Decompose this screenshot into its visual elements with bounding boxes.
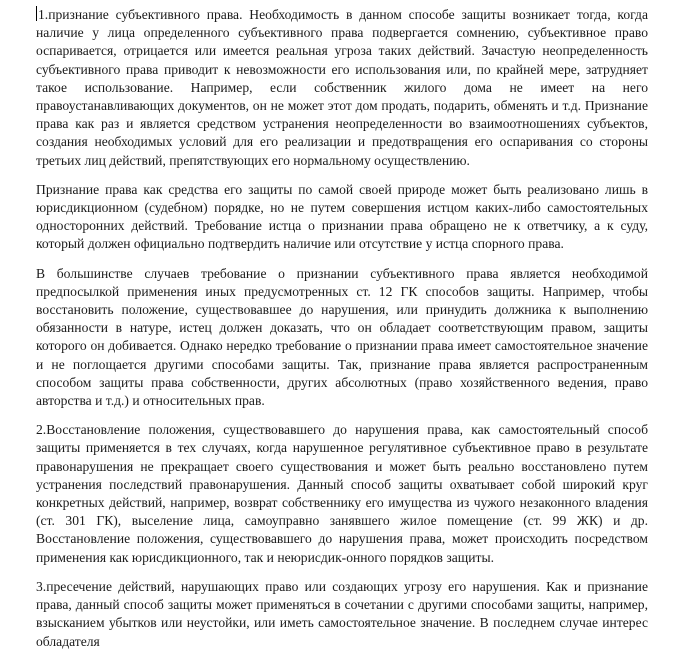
document-body[interactable] <box>36 6 648 662</box>
paragraph-4: 2.Восстановление положения, существовавшего до нарушения права, как самостоятельный способ защиты применяется в тех случаях, когда нарушенное регулятивное субъективное право в результате правонарушения не прекращает своего существования и может быть реально восстановлено путем устранения последствий правонарушения. Данный способ защиты охватывает собой широкий круг конкретных действий, например, возврат собственнику его имущества из чужого незаконного владения (ст. 301 ГК), выселение лица, самоуправно занявшего жилое помещение (ст. 99 ЖК) и др. Восстановление положения, существовавшего до нарушения права, может происходить посредством применения как юрисдикционного, так и неюрисдик-онного порядков защиты. <box>36 422 648 565</box>
paragraph-3: В большинстве случаев требование о признании субъективного права является необходимой предпосылкой применения иных предусмотренных ст. 12 ГК способов защиты. Например, чтобы восстановить положение, существовавшее до нарушения, или принудить должника к выполнению обязанности в натуре, истец должен доказать, что он обладает соответствующим правом, защиты которого он добивается. Однако нередко требование о признании права имеет самостоятельное значение и не поглощается другими способами защиты. Так, признание права является распространенным способом защиты права собственности, других абсолютных (право хозяйственного ведения, право авторства и т.д.) и относительных прав. <box>36 265 648 409</box>
paragraph-1-text: 1.признание субъективного права. Необходимость в данном способе защиты возникает тогда, когда наличие у лица определенного субъективного права подвергается сомнению, субъективное право оспаривается, отрицается или имеется реальная угроза таких действий. Зачастую неопределенность субъективного права приводит к невозможности его использования или, по крайней мере, затрудняет такое использование. Например, если собственник жилого дома не имеет на него правоустанавливающих документов, он не может этот дом продать, подарить, обменять и т.д. Признание права как раз и является средством устранения неопределенности во взаимоотношениях субъектов, создания необходимых условий для его реализации и предотвращения его оспаривания со стороны третьих лиц действий, препятствующих его нормальному осуществлению. <box>36 7 648 168</box>
text-cursor <box>36 6 37 21</box>
paragraph-2: Признание права как средства его защиты по самой своей природе может быть реализовано лишь в юрисдикционном (судебном) порядке, но не путем совершения истцом каких-либо самостоятельных односторонних действий. Требование истца о признании права обращено не к ответчику, а к суду, который должен официально подтвердить наличие или отсутствие у истца спорного права. <box>36 181 648 252</box>
paragraph-5: 3.пресечение действий, нарушающих право или создающих угрозу его нарушения. Как и признание права, данный способ защиты может применяться в сочетании с другими способами защиты, например, взысканием убытков или неустойки, или иметь самостоятельное значение. В последнем случае интерес обладателя <box>36 578 648 649</box>
paragraph-1 <box>36 6 648 170</box>
